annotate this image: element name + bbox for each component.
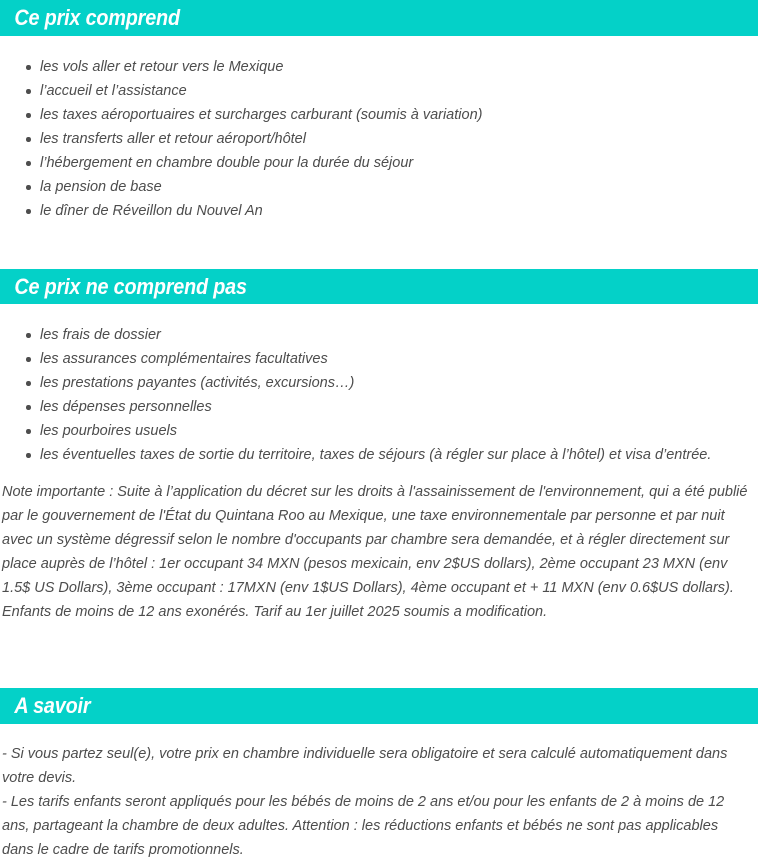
list-item: [0, 395, 758, 419]
list-item: [0, 175, 758, 199]
list-item: [0, 151, 758, 175]
list-item-label: l’hébergement en chambre double pour la durée du séjour: [40, 155, 414, 171]
list-item-label: les transferts aller et retour aéroport/hôtel: [40, 131, 306, 147]
spacer: [0, 467, 758, 480]
list-item: [0, 127, 758, 151]
list-item-label: la pension de base: [40, 179, 162, 195]
list-item: [0, 199, 758, 223]
list-item: [0, 103, 758, 127]
spacer: [0, 304, 758, 323]
list-item: [0, 55, 758, 79]
list-item: [0, 347, 758, 371]
important-note-paragraph: Note importante : Suite à l’application du décret sur les droits à l'assainissement de l'environnement, qui a été publié par le gouvernement de l'État du Quintana Roo au Mexique, une taxe environnementale par personne et par nuit avec un système dégressif selon le nombre d'occupants par chambre sera demandée, et à régler directement sur place auprès de l’hôtel : 1er occupant 34 MXN (pesos mexicain, env 2$US dollars), 2ème occupant 23 MXN (env 1.5$ US Dollars), 3ème occupant : 17MXN (env 1$US Dollars), 4ème occupant et + 11 MXN (env 0.6$US dollars). Enfants de moins de 12 ans exonérés. Tarif au 1er juillet 2025 soumis a modification.: [2, 484, 748, 620]
list-item-label: les prestations payantes (activités, excursions…): [40, 375, 355, 391]
list-item-label: l’accueil et l’assistance: [40, 83, 187, 99]
list-item: [0, 443, 758, 467]
list-item-label: les assurances complémentaires facultatives: [40, 351, 328, 367]
list-item: [0, 323, 758, 347]
spacer: [0, 223, 758, 269]
not-included-list: [0, 323, 758, 467]
section-header-not-included: [0, 269, 758, 304]
spacer: [0, 36, 758, 55]
good-to-know-paragraph-2: - Les tarifs enfants seront appliqués pour les bébés de moins de 2 ans et/ou pour les enfants de 2 à moins de 12 ans, partageant la chambre de deux adultes. Attention : les réductions enfants et bébés ne sont pas applicables dans le cadre de tarifs promotionnels.: [2, 794, 725, 858]
list-item-label: les vols aller et retour vers le Mexique: [40, 59, 284, 75]
list-item-label: les dépenses personnelles: [40, 399, 212, 415]
list-item-label: les pourboires usuels: [40, 423, 178, 439]
included-list: [0, 55, 758, 223]
list-item: [0, 79, 758, 103]
section-header-good-to-know: [0, 688, 758, 724]
section-title-included: Ce prix comprend: [14, 5, 180, 30]
section-header-included: [0, 0, 758, 36]
spacer: [0, 724, 758, 742]
list-item-label: les éventuelles taxes de sortie du territoire, taxes de séjours (à régler sur place à l’hôtel) et visa d’entrée.: [40, 447, 712, 463]
list-item-label: les frais de dossier: [40, 327, 161, 343]
spacer: [0, 624, 758, 688]
list-item: [0, 419, 758, 443]
list-item: [0, 371, 758, 395]
list-item-label: le dîner de Réveillon du Nouvel An: [40, 203, 263, 219]
good-to-know-paragraph-1: - Si vous partez seul(e), votre prix en chambre individuelle sera obligatoire et sera calculé automatiquement dans votre devis.: [2, 746, 728, 786]
section-title-good-to-know: A savoir: [14, 693, 91, 718]
section-title-not-included: Ce prix ne comprend pas: [14, 273, 247, 299]
list-item-label: les taxes aéroportuaires et surcharges carburant (soumis à variation): [40, 107, 483, 123]
